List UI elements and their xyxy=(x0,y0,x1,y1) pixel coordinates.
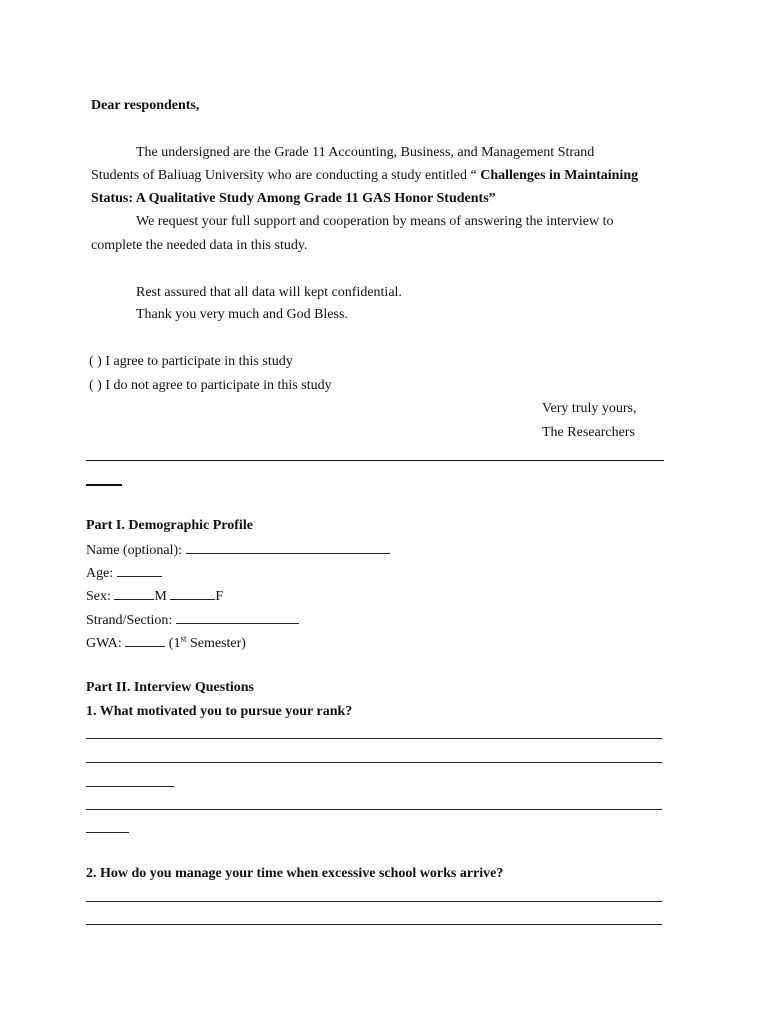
answer-1-line-4[interactable] xyxy=(86,809,662,810)
closing: Very truly yours, xyxy=(542,401,637,416)
age-label: Age: xyxy=(86,566,117,581)
paragraph-1-line-2 xyxy=(91,167,638,184)
answer-2-line-1[interactable] xyxy=(86,901,662,902)
strand-row xyxy=(86,610,299,629)
thank-you-note: Thank you very much and God Bless. xyxy=(136,307,348,322)
disagree-option[interactable]: ( ) I do not agree to participate in this study xyxy=(89,378,332,393)
sex-row xyxy=(86,586,223,605)
strand-blank[interactable] xyxy=(176,610,299,624)
separator-rule-tail xyxy=(86,484,122,486)
sex-m-blank[interactable] xyxy=(114,586,154,600)
part-2-heading: Part II. Interview Questions xyxy=(86,680,254,695)
name-blank[interactable] xyxy=(186,540,390,554)
name-row xyxy=(86,540,390,559)
sex-m-label: M xyxy=(154,589,171,604)
paragraph-1-line-1: The undersigned are the Grade 11 Accounting, Business, and Management Strand xyxy=(136,145,595,160)
paragraph-1-line-2-text: Students of Baliuag University who are conducting a study entitled “ xyxy=(91,168,481,183)
salutation: Dear respondents, xyxy=(91,98,200,113)
study-title-part-2: Status: A Qualitative Study Among Grade 11 GAS Honor Students” xyxy=(91,191,496,206)
agree-option[interactable]: ( ) I agree to participate in this study xyxy=(89,354,293,369)
part-1-heading: Part I. Demographic Profile xyxy=(86,518,253,533)
signature: The Researchers xyxy=(542,425,635,440)
answer-1-line-5[interactable] xyxy=(86,832,129,833)
name-label: Name (optional): xyxy=(86,543,186,558)
question-1: 1. What motivated you to pursue your rank? xyxy=(86,704,353,719)
separator-rule xyxy=(86,460,664,461)
gwa-blank[interactable] xyxy=(125,633,165,647)
gwa-paren-close: Semester) xyxy=(186,636,246,651)
confidential-note: Rest assured that all data will kept confidential. xyxy=(136,285,402,300)
age-row xyxy=(86,563,162,582)
answer-1-line-1[interactable] xyxy=(86,738,662,739)
gwa-superscript: st xyxy=(180,633,187,644)
gwa-label: GWA: xyxy=(86,636,126,651)
paragraph-2-line-2: complete the needed data in this study. xyxy=(91,238,308,253)
sex-f-label: F xyxy=(215,589,224,604)
question-2: 2. How do you manage your time when excessive school works arrive? xyxy=(86,866,504,881)
sex-f-blank[interactable] xyxy=(170,586,215,600)
answer-1-line-2[interactable] xyxy=(86,762,662,763)
age-blank[interactable] xyxy=(117,563,162,577)
paragraph-2-line-1: We request your full support and cooperation by means of answering the interview to xyxy=(136,214,614,229)
strand-label: Strand/Section: xyxy=(86,613,176,628)
study-title-part-1: Challenges in Maintaining xyxy=(480,168,639,183)
gwa-row xyxy=(86,633,246,652)
answer-2-line-2[interactable] xyxy=(86,924,662,925)
answer-1-line-3[interactable] xyxy=(86,786,174,787)
gwa-paren-open: (1 xyxy=(165,636,181,651)
sex-label: Sex: xyxy=(86,589,115,604)
